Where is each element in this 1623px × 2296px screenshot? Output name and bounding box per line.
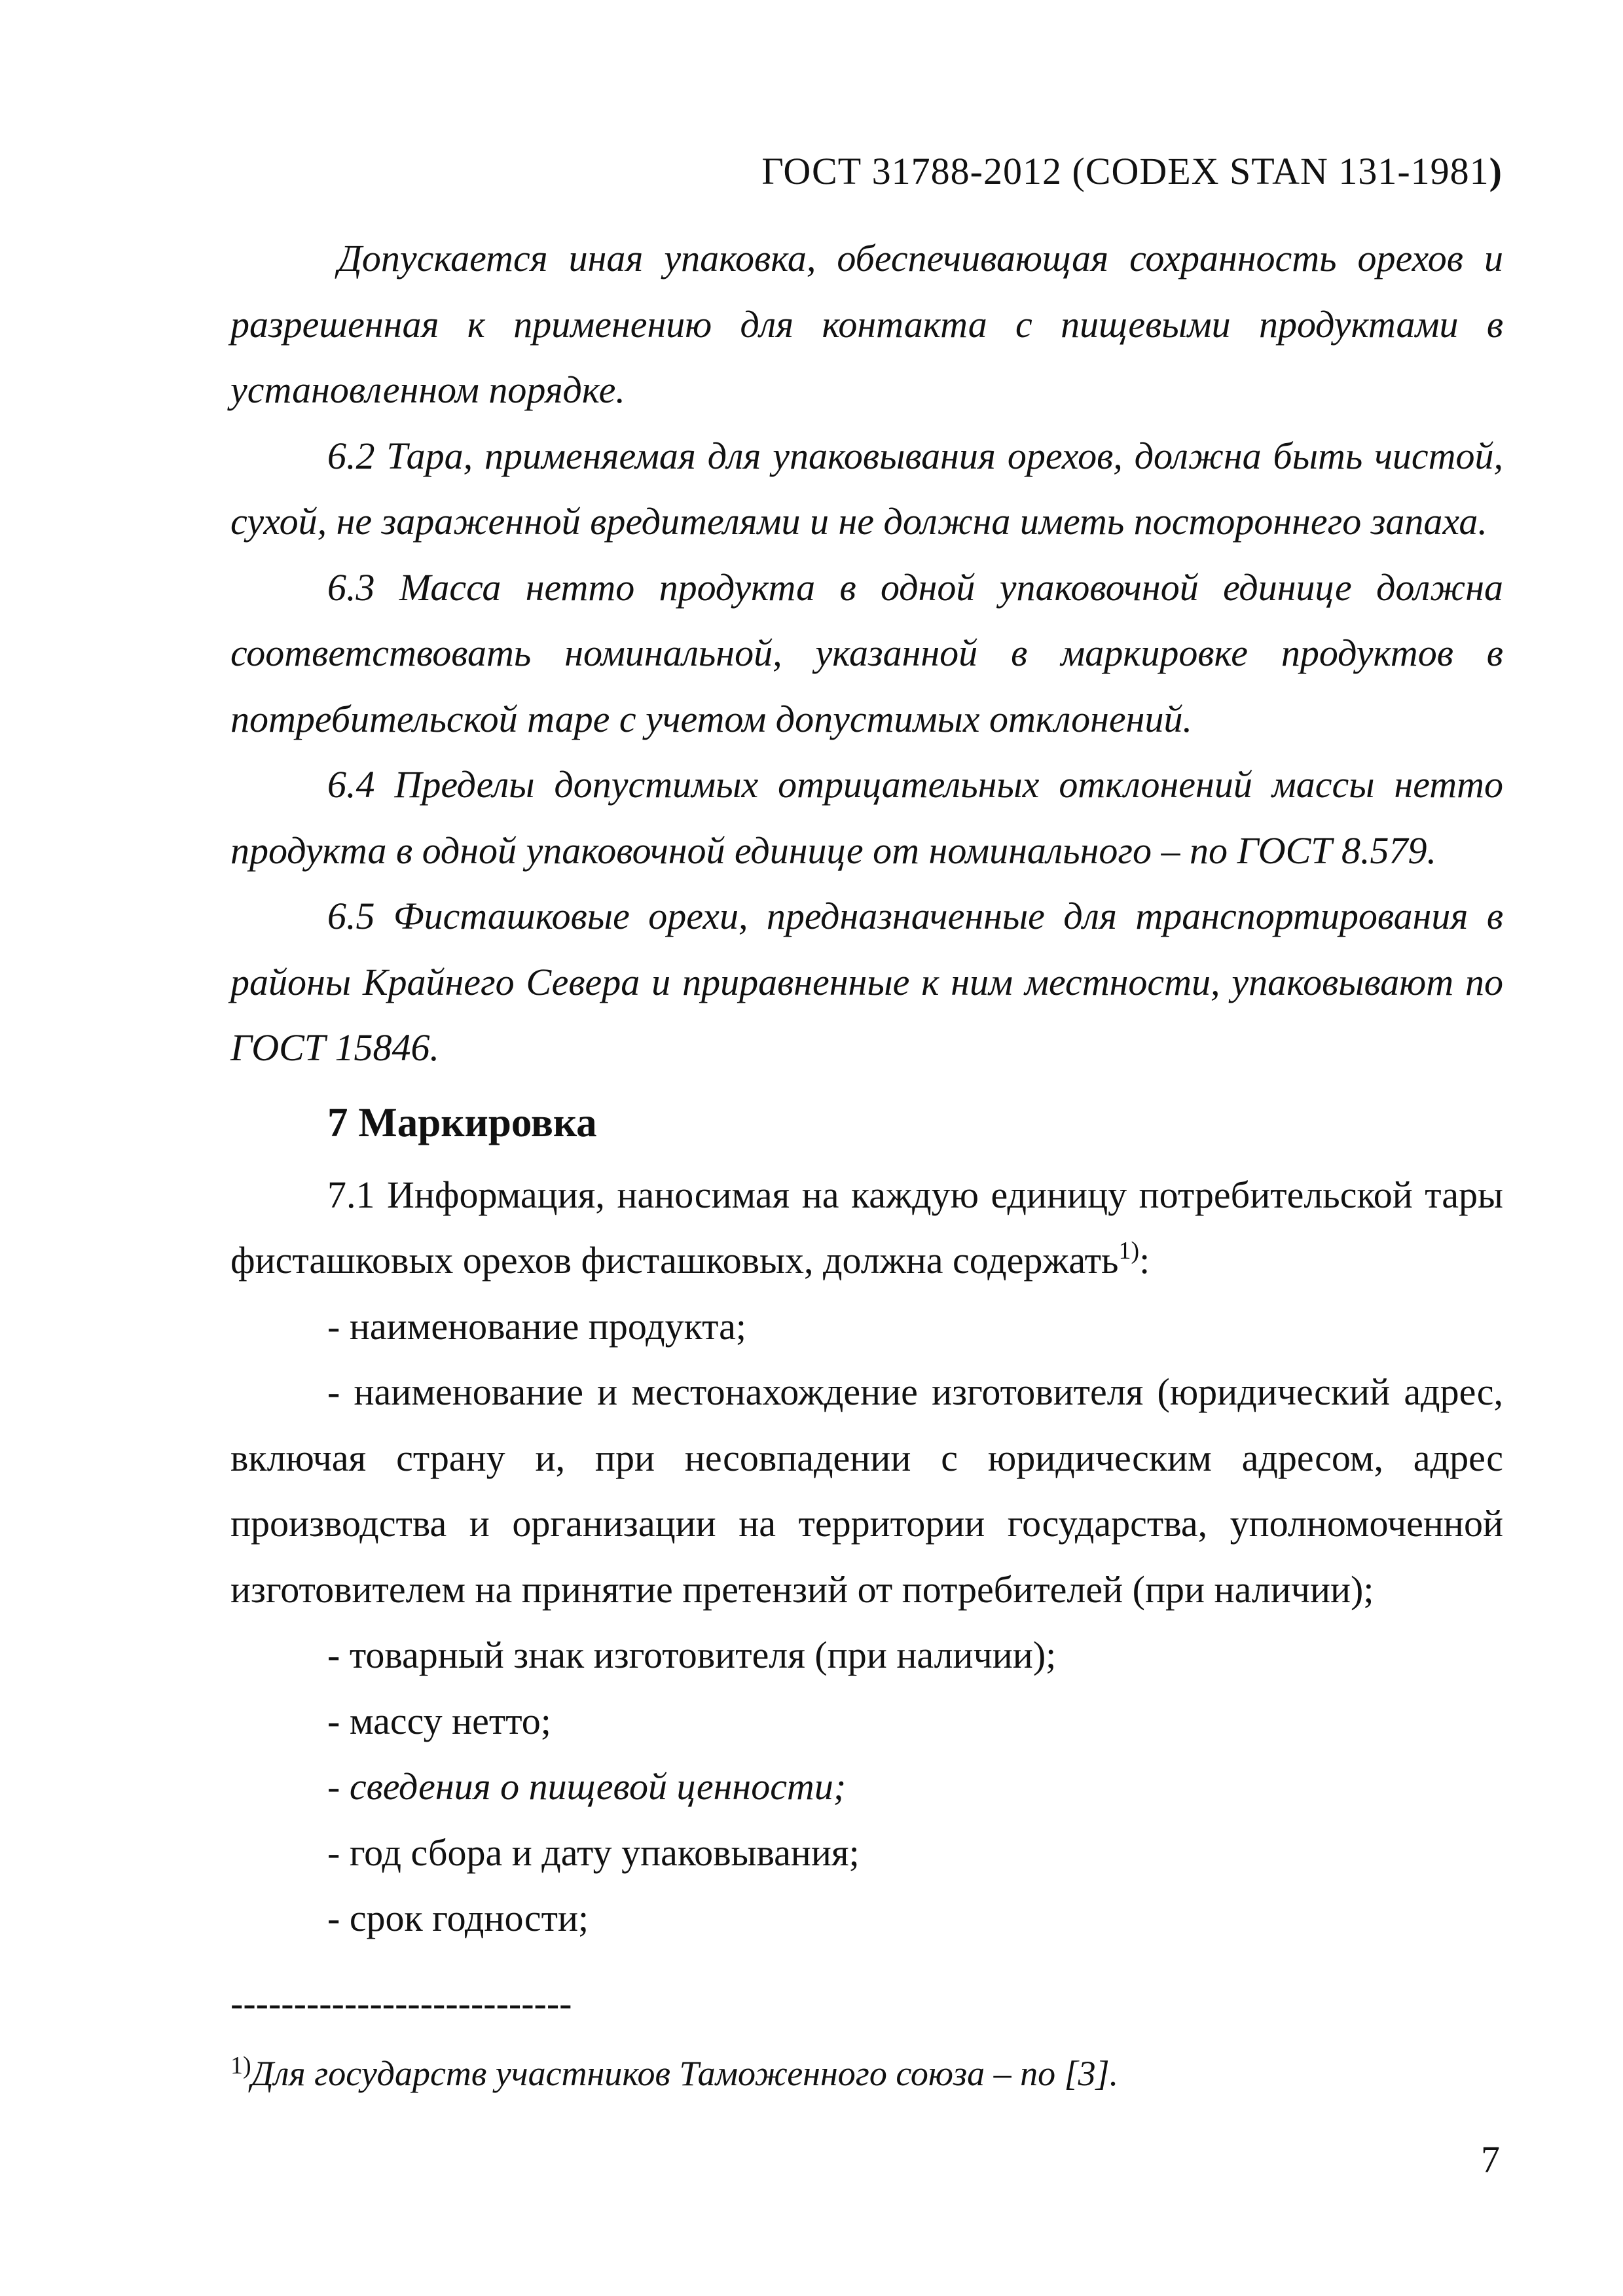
list-item-harvest-date: - год сбора и дату упаковывания; xyxy=(327,1831,860,1874)
footnote-text: Для государств участников Таможенного союза – по [3]. xyxy=(251,2053,1119,2093)
footnote-marker: 1) xyxy=(230,2051,251,2079)
page-number: 7 xyxy=(1481,2138,1500,2181)
document-code-closing-paren: ) xyxy=(1489,150,1503,192)
footnote xyxy=(230,2047,1503,2100)
footnote-separator: --------------------------- xyxy=(230,1981,572,2024)
paragraph-6-2: 6.2 Тара, применяемая для упаковывания орехов, должна быть чистой, сухой, не зараженной вредителями и не должна иметь постороннего запаха. xyxy=(230,434,1503,543)
paragraph-alternative-packaging: Допускается иная упаковка, обеспечивающая сохранность орехов и разрешенная к применению для контакта с пищевыми продуктами в установленном порядке. xyxy=(230,237,1503,411)
document-header xyxy=(761,149,1503,193)
list-item-nutrition xyxy=(230,1754,1503,1820)
list-item-product-name: - наименование продукта; xyxy=(327,1304,747,1348)
footnote-reference: 1) xyxy=(1118,1237,1140,1265)
list-item-nutrition-text: сведения о пищевой ценности; xyxy=(340,1765,847,1808)
paragraph-7-1 xyxy=(230,1162,1503,1294)
document-code: ГОСТ 31788-2012 (CODEX STAN 131-1981 xyxy=(761,150,1489,192)
list-item-shelf-life: - срок годности; xyxy=(327,1897,589,1939)
paragraph-6-5: 6.5 Фисташковые орехи, предназначенные для транспортирования в районы Крайнего Севера и приравненные к ним местности, упаковывают по ГОСТ 15846. xyxy=(230,895,1503,1069)
list-item-trademark: - товарный знак изготовителя (при наличии); xyxy=(327,1634,1057,1676)
section-heading-marking: 7 Маркировка xyxy=(327,1099,597,1145)
paragraph-6-4: 6.4 Пределы допустимых отрицательных отклонений массы нетто продукта в одной упаковочной единице от номинального – по ГОСТ 8.579. xyxy=(230,763,1503,872)
paragraph-6-3: 6.3 Масса нетто продукта в одной упаковочной единице должна соответствовать номинальной, указанной в маркировке продуктов в потребительской таре с учетом допустимых отклонений. xyxy=(230,565,1503,740)
list-item-manufacturer-address: - наименование и местонахождение изготовителя (юридический адрес, включая страну и, при несовпадении с юридическим адресом, адрес производства и организации на территории государства, уполномоченной изготовителем на принятие претензий от потребителей (при наличии); xyxy=(230,1371,1503,1611)
list-item-nutrition-dash: - xyxy=(327,1765,340,1808)
paragraph-7-1-colon: : xyxy=(1139,1239,1150,1282)
paragraph-7-1-text: 7.1 Информация, наносимая на каждую единицу потребительской тары фисташковых орехов фисташковых, должна содержать xyxy=(230,1173,1503,1282)
document-body xyxy=(230,226,1503,2100)
list-item-net-mass: - массу нетто; xyxy=(327,1699,551,1742)
